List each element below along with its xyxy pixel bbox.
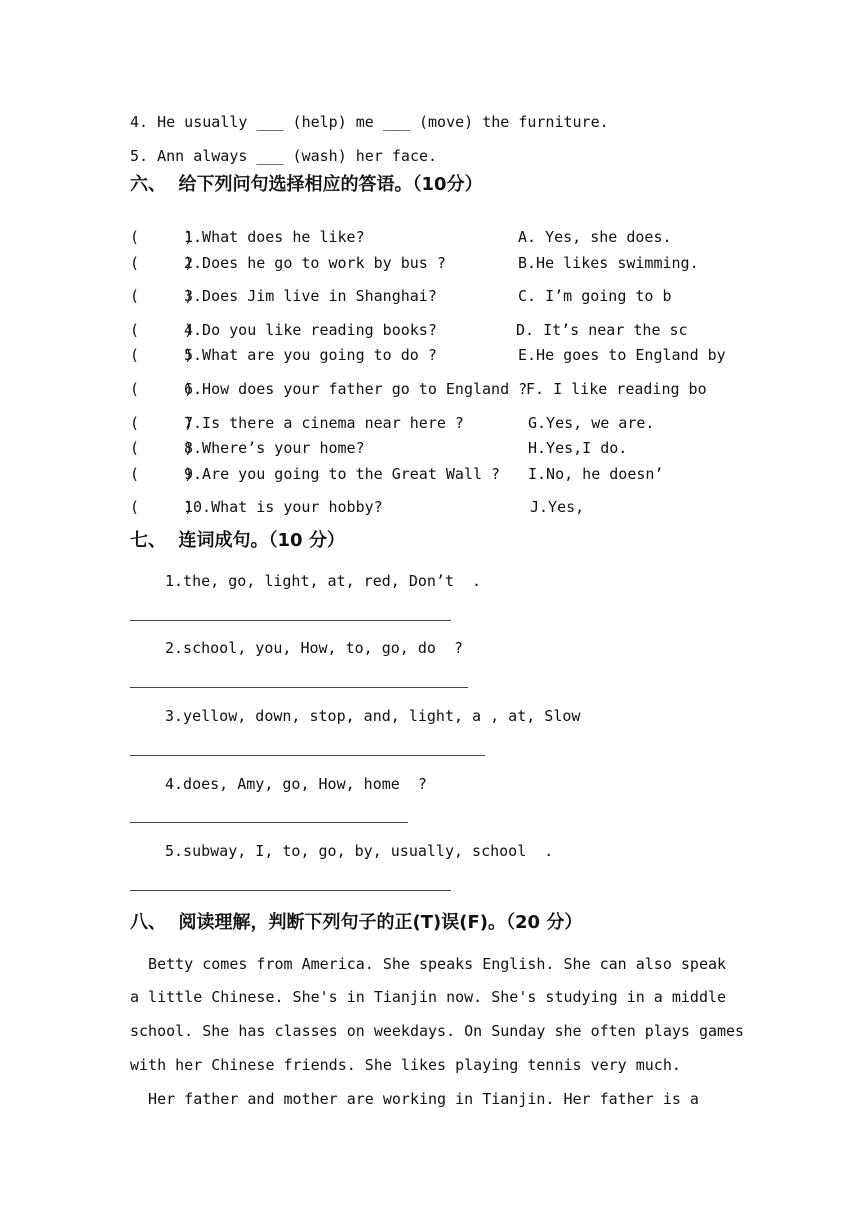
answer-line (130, 620, 451, 621)
scrambled-sentence: 2.school, you, How, to, go, do ? (165, 639, 464, 657)
passage-line: school. She has classes on weekdays. On Sunday she often plays games (130, 1022, 745, 1040)
answer-paren: ( ) (130, 321, 194, 339)
answer-line (130, 687, 468, 688)
passage-line: Her father and mother are working in Tianjin. Her father is a (130, 1090, 699, 1108)
answer-option: H.Yes,I do. (528, 439, 628, 457)
answer-option: G.Yes, we are. (528, 414, 655, 432)
answer-paren: ( ) (130, 465, 194, 483)
question-text: 4.Do you like reading books? (184, 321, 437, 339)
answer-paren: ( ) (130, 346, 194, 364)
question-text: 10.What is your hobby? (184, 498, 383, 516)
question-text: 9.Are you going to the Great Wall ? (184, 465, 501, 483)
answer-option: J.Yes, (530, 498, 585, 516)
answer-paren: ( ) (130, 498, 194, 516)
answer-option: D. It’s near the sc (516, 321, 688, 339)
scrambled-sentence: 4.does, Amy, go, How, home ? (165, 775, 427, 793)
section-6-heading: 六、 给下列问句选择相应的答语。（10分） (130, 174, 483, 195)
section-7-heading: 七、 连词成句。（10 分） (130, 530, 345, 551)
answer-paren: ( ) (130, 380, 194, 398)
answer-paren: ( ) (130, 414, 194, 432)
answer-paren: ( ) (130, 439, 194, 457)
passage-line: a little Chinese. She's in Tianjin now. She's studying in a middle (130, 988, 727, 1006)
answer-option: F. I like reading bo (526, 380, 707, 398)
passage-line: with her Chinese friends. She likes playing tennis very much. (130, 1056, 681, 1074)
fill-item-4: 4. He usually ___ (help) me ___ (move) the furniture. (130, 113, 609, 131)
fill-item-5: 5. Ann always ___ (wash) her face. (130, 147, 438, 165)
scrambled-sentence: 5.subway, I, to, go, by, usually, school . (165, 842, 554, 860)
question-text: 8.Where’s your home? (184, 439, 365, 457)
passage-line: Betty comes from America. She speaks English. She can also speak (130, 955, 727, 973)
answer-line (130, 755, 485, 756)
scrambled-sentence: 1.the, go, light, at, red, Don’t . (165, 572, 482, 590)
answer-line (130, 822, 408, 823)
answer-option: C. I’m going to b (518, 287, 672, 305)
answer-option: B.He likes swimming. (518, 254, 699, 272)
section-8-heading: 八、 阅读理解，判断下列句子的正(T)误(F)。（20 分） (130, 912, 583, 933)
answer-option: I.No, he doesn’ (528, 465, 664, 483)
question-text: 6.How does your father go to England ? (184, 380, 528, 398)
answer-paren: ( ) (130, 287, 194, 305)
question-text: 7.Is there a cinema near here ? (184, 414, 464, 432)
answer-line (130, 890, 451, 891)
question-text: 5.What are you going to do ? (184, 346, 437, 364)
answer-paren: ( ) (130, 228, 194, 246)
question-text: 2.Does he go to work by bus ? (184, 254, 446, 272)
question-text: 3.Does Jim live in Shanghai? (184, 287, 437, 305)
answer-paren: ( ) (130, 254, 194, 272)
question-text: 1.What does he like? (184, 228, 365, 246)
answer-option: E.He goes to England by (518, 346, 726, 364)
scrambled-sentence: 3.yellow, down, stop, and, light, a , at, Slow (165, 707, 581, 725)
answer-option: A. Yes, she does. (518, 228, 672, 246)
